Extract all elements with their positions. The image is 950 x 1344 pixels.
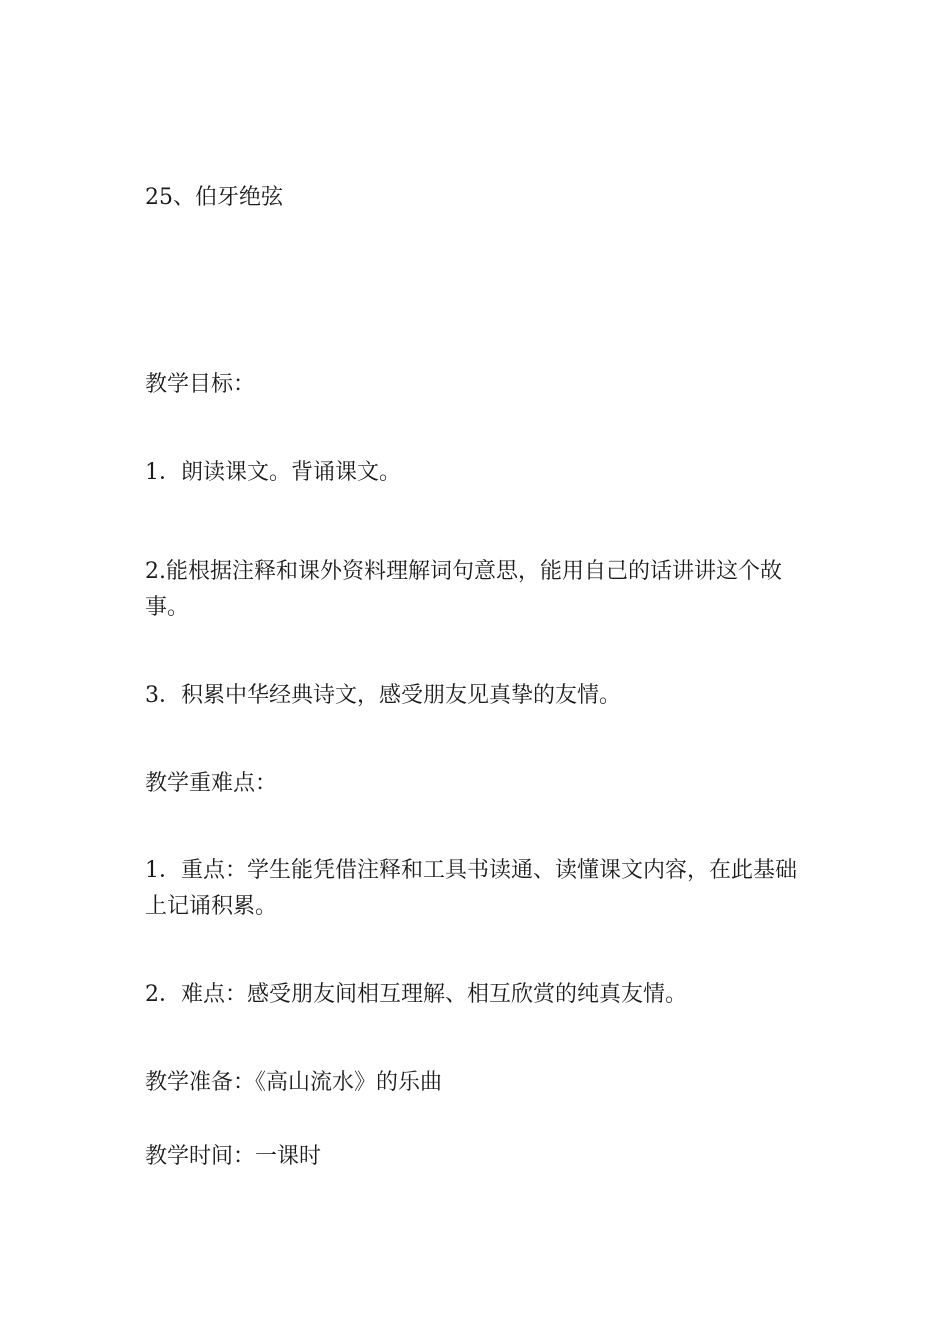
objective-item: 1．朗读课文。背诵课文。 bbox=[145, 460, 401, 485]
preparation-line: 教学准备：《高山流水》的乐曲 bbox=[145, 1070, 443, 1095]
duration-line: 教学时间：一课时 bbox=[145, 1144, 322, 1169]
objectives-heading: 教学目标： bbox=[145, 372, 256, 397]
document-title: 25、伯牙绝弦 bbox=[145, 185, 283, 210]
objective-item: 2.能根据注释和课外资料理解词句意思，能用自己的话讲讲这个故事。 bbox=[145, 559, 782, 620]
objective-item: 3．积累中华经典诗文，感受朋友见真挚的友情。 bbox=[145, 683, 621, 708]
key-points-heading: 教学重难点： bbox=[145, 771, 278, 796]
key-point-item: 1．重点：学生能凭借注释和工具书读通、读懂课文内容，在此基础上记诵积累。 bbox=[145, 858, 797, 919]
key-point-item: 2．难点：感受朋友间相互理解、相互欣赏的纯真友情。 bbox=[145, 982, 687, 1007]
